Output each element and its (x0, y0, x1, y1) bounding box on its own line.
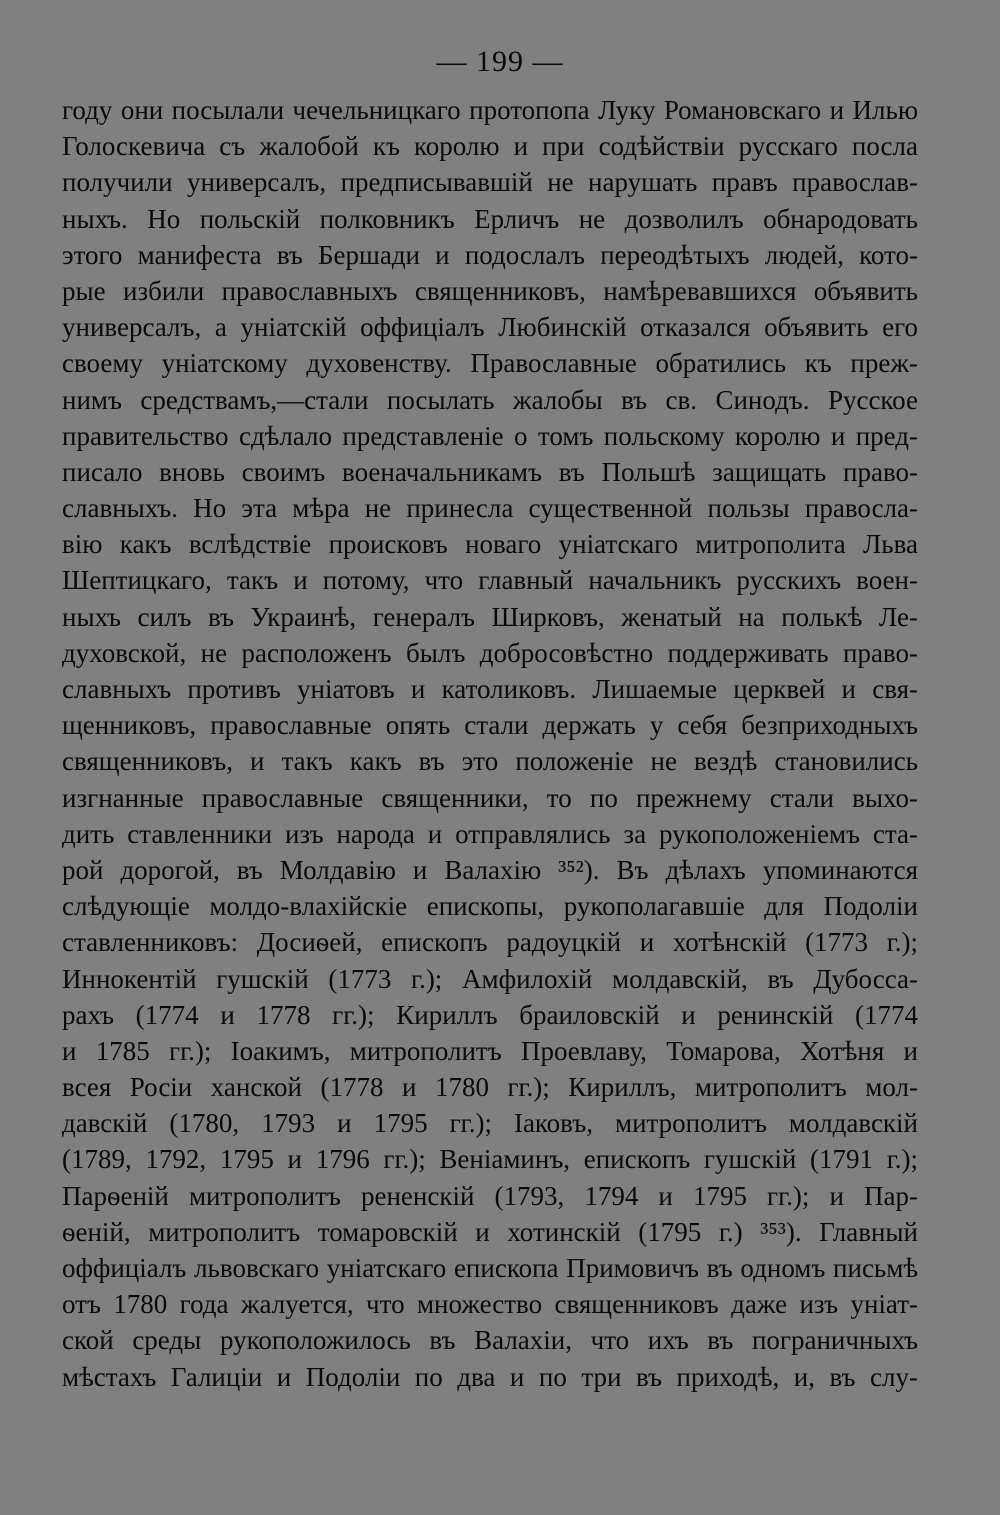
text-line: универсалъ, а уніатскій оффиціалъ Любинскій отказался объявить его (62, 312, 918, 343)
text-line: писало вновь своимъ военачальникамъ въ Польшѣ защищать право- (62, 456, 918, 487)
text-line: рой дорогой, въ Молдавію и Валахію ³⁵²). Въ дѣлахъ упоминаются (62, 854, 918, 885)
text-line: своему уніатскому духовенству. Православные обратились къ преж- (62, 348, 918, 379)
text-line: Иннокентій гушскій (1773 г.); Амфилохій молдавскій, въ Дубосса- (62, 963, 918, 994)
text-line: ныхъ силъ въ Украинѣ, генералъ Ширковъ, женатый на полькѣ Ле- (62, 601, 918, 632)
text-line: получили универсалъ, предписывавшій не нарушать правъ православ- (62, 167, 918, 198)
text-line: нимъ средствамъ,—стали посылать жалобы въ св. Синодъ. Русское (62, 384, 918, 415)
text-line: Голоскевича съ жалобой къ королю и при содѣйствіи русскаго посла (62, 131, 918, 162)
text-line: давскій (1780, 1793 и 1795 гг.); Іаковъ, митрополитъ молдавскій (62, 1108, 918, 1139)
text-line: мѣстахъ Галиціи и Подоліи по два и по три въ приходѣ, и, въ слу- (62, 1361, 918, 1392)
text-line: и 1785 гг.); Іоакимъ, митрополитъ Проевлаву, Томарова, Хотѣня и (62, 1035, 918, 1066)
text-line: отъ 1780 года жалуется, что множество священниковъ даже изъ уніат- (62, 1289, 918, 1320)
text-line: Шептицкаго, такъ и потому, что главный начальникъ русскихъ воен- (62, 565, 918, 596)
text-line: дить ставленники изъ народа и отправлялись за рукоположеніемъ ста- (62, 818, 918, 849)
text-line: оффиціалъ львовскаго уніатскаго епископа Примовичъ въ одномъ письмѣ (62, 1253, 918, 1283)
text-line: всея Росіи ханской (1778 и 1780 гг.); Кириллъ, митрополитъ мол- (62, 1072, 918, 1103)
text-line: рые избили православныхъ священниковъ, намѣревавшихся объявить (62, 275, 918, 306)
page-number: — 199 — (436, 45, 564, 78)
text-line: славныхъ противъ уніатовъ и католиковъ. Лишаемые церквей и свя- (62, 674, 918, 704)
text-line: славныхъ. Но эта мѣра не принесла существенной пользы правосла- (62, 493, 918, 524)
text-line: слѣдующіе молдо-влахійскіе епископы, рукополагавшіе для Подоліи (62, 891, 918, 922)
text-line: изгнанные православные священники, то по прежнему стали выхо- (62, 782, 918, 813)
text-line: правительство сдѣлало представленіе о томъ польскому королю и пред- (62, 420, 918, 451)
text-line: (1789, 1792, 1795 и 1796 гг.); Веніаминъ, епископъ гушскій (1791 г.); (62, 1144, 918, 1175)
text-line: вію какъ вслѣдствіе происковъ новаго уніатскаго митрополита Льва (62, 529, 918, 560)
text-line: Парѳеній митрополитъ рененскій (1793, 1794 и 1795 гг.); и Пар- (62, 1180, 918, 1211)
text-line: щенниковъ, православные опять стали держать у себя безприходныхъ (62, 710, 918, 741)
text-line: священниковъ, и такъ какъ въ это положеніе не вездѣ становились (62, 746, 918, 777)
text-line: году они посылали чечельницкаго протопопа Луку Романовскаго и Илью (62, 95, 918, 125)
text-line: ставленниковъ: Досиѳей, епископъ радоуцкій и хотѣнскій (1773 г.); (62, 927, 918, 958)
text-line: ныхъ. Но польскій полковникъ Ерличъ не дозволилъ обнародовать (62, 203, 918, 234)
text-line: рахъ (1774 и 1778 гг.); Кириллъ браиловскій и ренинскій (1774 (62, 999, 918, 1030)
text-line: этого манифеста въ Бершади и подослалъ переодѣтыхъ людей, кото- (62, 239, 918, 270)
text-line: ской среды рукоположилось въ Валахіи, что ихъ въ пограничныхъ (62, 1325, 918, 1356)
text-line: духовской, не расположенъ былъ добросовѣстно поддерживать право- (62, 637, 918, 668)
text-line: ѳеній, митрополитъ томаровскій и хотинскій (1795 г.) ³⁵³). Главный (62, 1216, 918, 1247)
body-text (62, 92, 918, 1395)
